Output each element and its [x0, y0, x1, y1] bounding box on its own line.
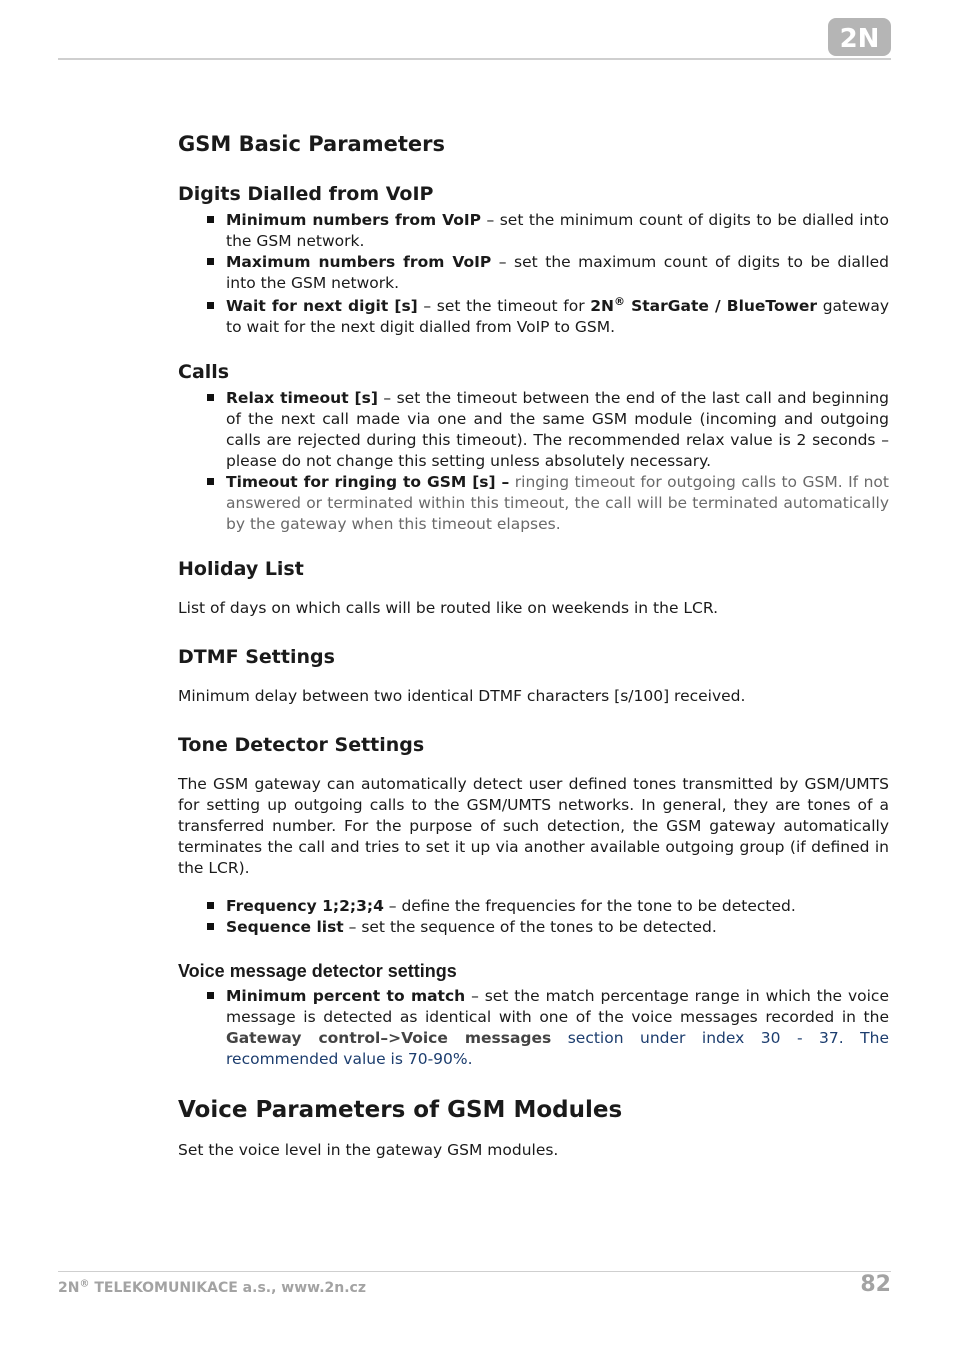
list-item: Frequency 1;2;3;4 – define the frequencies for the tone to be detected.	[226, 896, 889, 917]
list-item: Maximum numbers from VoIP – set the maximum count of digits to be dialled into the GSM network.	[226, 253, 889, 292]
page-number: 82	[860, 1272, 891, 1297]
heading-gsm-basic-parameters: GSM Basic Parameters	[178, 132, 445, 156]
voice-message-list	[178, 986, 889, 1070]
list-item: Wait for next digit [s] – set the timeout for 2N® StarGate / BlueTower gateway to wait for the next digit dialled from VoIP to GSM.	[226, 294, 890, 336]
header-rule	[58, 58, 891, 60]
heading-dtmf-settings: DTMF Settings	[178, 646, 335, 668]
tone-detector-text: The GSM gateway can automatically detect user defined tones transmitted by GSM/UMTS for setting up outgoing calls to the GSM/UMTS networks. In general, they are tones of a transferred number. For the purpose of such detection, the GSM gateway automatically terminates the call and tries to set it up via another available outgoing group (if defined in the LCR).	[178, 775, 889, 877]
heading-holiday-list: Holiday List	[178, 558, 304, 580]
list-item: Minimum percent to match – set the match percentage range in which the voice message is detected as identical with one of the voice messages recorded in the Gateway control–>Voice messages section under index 30 - 37. The recommended value is 70-90%.	[226, 987, 889, 1068]
heading-tone-detector-settings: Tone Detector Settings	[178, 734, 425, 756]
tone-list	[178, 896, 889, 938]
dtmf-settings-text: Minimum delay between two identical DTMF characters [s/100] received.	[178, 687, 746, 705]
voice-parameters-text: Set the voice level in the gateway GSM modules.	[178, 1141, 559, 1159]
list-item: Minimum numbers from VoIP – set the minimum count of digits to be dialled into the GSM network.	[226, 211, 889, 250]
footer-rule	[58, 1271, 891, 1272]
svg-text:2N: 2N	[839, 24, 880, 54]
holiday-list-text: List of days on which calls will be routed like on weekends in the LCR.	[178, 599, 719, 617]
list-item: Relax timeout [s] – set the timeout between the end of the last call and beginning of the next call made via one and the same GSM module (incoming and outgoing calls are rejected during this timeout). The recommended relax value is 2 seconds – please do not change this setting unless absolutely necessary.	[226, 389, 889, 470]
digits-list	[178, 210, 889, 338]
list-item: Timeout for ringing to GSM [s] – ringing timeout for outgoing calls to GSM. If not answered or terminated within this timeout, the call will be terminated automatically by the gateway when this timeout elapses.	[226, 473, 889, 533]
brand-logo	[828, 18, 891, 56]
heading-voice-parameters: Voice Parameters of GSM Modules	[178, 1097, 623, 1123]
page-content	[178, 128, 889, 1161]
heading-calls: Calls	[178, 361, 230, 383]
heading-digits-dialled: Digits Dialled from VoIP	[178, 183, 434, 205]
heading-voice-message-detector: Voice message detector settings	[178, 961, 457, 981]
footer-company: 2N® TELEKOMUNIKACE a.s., www.2n.cz	[58, 1278, 366, 1296]
list-item: Sequence list – set the sequence of the tones to be detected.	[226, 917, 889, 938]
calls-list	[178, 388, 889, 535]
